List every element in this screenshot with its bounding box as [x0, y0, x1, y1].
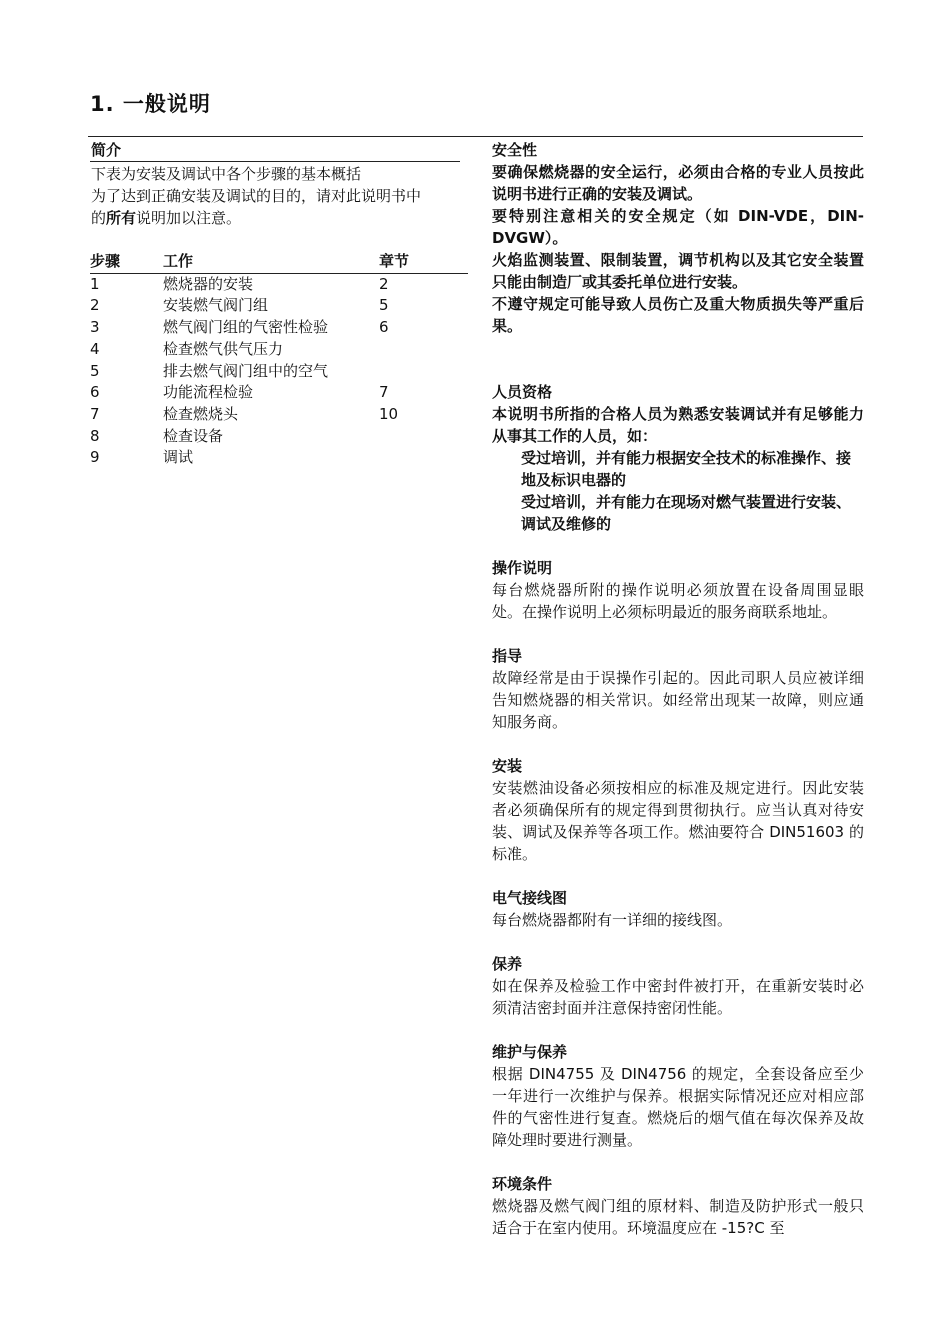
section-divider — [88, 136, 863, 137]
safety-paragraph-3: 火焰监测装置、限制装置，调节机构以及其它安全装置只能由制造厂或其委托单位进行安装。 — [492, 251, 864, 291]
wiring-paragraph: 每台燃烧器都附有一详细的接线图。 — [492, 911, 733, 929]
personnel-heading: 人员资格 — [492, 383, 553, 401]
step-number: 3 — [90, 318, 100, 337]
operating-paragraph: 每台燃烧器所附的操作说明必须放置在设备周围显眼处。在操作说明上必须标明最近的服务商联系地址。 — [492, 581, 864, 621]
safety-paragraph-4: 不遵守规定可能导致人员伤亡及重大物质损失等严重后果。 — [492, 295, 864, 335]
step-number: 8 — [90, 426, 100, 445]
personnel-item-2: 受过培训，并有能力在现场对燃气装置进行安装、调试及维修的 — [521, 493, 852, 533]
intro-line-3-bold: 所有 — [106, 209, 137, 227]
intro-line-3-pre: 的 — [91, 209, 107, 227]
intro-heading: 简介 — [91, 141, 122, 159]
environment-heading: 环境条件 — [492, 1175, 553, 1193]
step-chapter — [379, 361, 468, 383]
step-chapter: 10 — [379, 404, 399, 423]
table-row — [90, 317, 468, 339]
maintenance-paragraph: 根据 DIN4755 及 DIN4756 的规定，全套设备应至少一年进行一次维护与保养。根据实际情况还应对相应部件的气密性进行复查。燃烧后的烟气值在每次保养及故障处理时要进行测量。 — [492, 1065, 864, 1149]
intro-line-1: 下表为安装及调试中各个步骤的基本概括 — [91, 165, 362, 183]
table-row — [90, 426, 468, 448]
header-task: 工作 — [163, 252, 194, 270]
personnel-item-1: 受过培训，并有能力根据安全技术的标准操作、接地及标识电器的 — [521, 449, 852, 489]
step-number: 5 — [90, 361, 100, 380]
step-number: 4 — [90, 339, 100, 358]
safety-paragraph-1: 要确保燃烧器的安全运行，必须由合格的专业人员按此说明书进行正确的安装及调试。 — [492, 163, 864, 203]
step-chapter: 7 — [379, 383, 389, 402]
safety-paragraph-2: 要特别注意相关的安全规定（如 DIN-VDE，DIN-DVGW）。 — [492, 207, 864, 247]
step-number: 9 — [90, 448, 100, 467]
table-row — [90, 382, 468, 404]
page-title: 1. 一般说明 — [90, 92, 211, 116]
step-number: 7 — [90, 404, 100, 423]
right-column — [492, 139, 864, 1239]
step-chapter: 2 — [379, 274, 389, 293]
operating-heading: 操作说明 — [492, 559, 553, 577]
table-row — [90, 295, 468, 317]
step-chapter — [379, 447, 468, 469]
guidance-paragraph: 故障经常是由于误操作引起的。因此司职人员应被详细告知燃烧器的相关常识。如经常出现某一故障，则应通知服务商。 — [492, 669, 864, 731]
step-task: 排去燃气阀门组中的空气 — [163, 361, 329, 380]
header-chapter: 章节 — [379, 252, 410, 270]
wiring-heading: 电气接线图 — [492, 889, 568, 907]
environment-paragraph: 燃烧器及燃气阀门组的原材料、制造及防护形式一般只适合于在室内使用。环境温度应在 -15?C 至 — [492, 1197, 864, 1237]
table-row — [90, 447, 468, 469]
upkeep-paragraph: 如在保养及检验工作中密封件被打开，在重新安装时必须清洁密封面并注意保持密闭性能。 — [492, 977, 864, 1017]
steps-table — [90, 251, 468, 469]
step-task: 燃烧器的安装 — [163, 274, 254, 293]
step-task: 检查设备 — [163, 426, 224, 445]
intro-line-3-post: 说明加以注意。 — [136, 209, 242, 227]
step-chapter: 5 — [379, 296, 389, 315]
maintenance-heading: 维护与保养 — [492, 1043, 568, 1061]
step-chapter — [379, 339, 468, 361]
intro-underline — [90, 161, 460, 162]
intro-line-2: 为了达到正确安装及调试的目的，请对此说明书中 — [91, 187, 422, 205]
table-row — [90, 361, 468, 383]
installation-heading: 安装 — [492, 757, 523, 775]
step-task: 检查燃气供气压力 — [163, 339, 284, 358]
table-row — [90, 339, 468, 361]
safety-heading: 安全性 — [492, 141, 538, 159]
upkeep-heading: 保养 — [492, 955, 523, 973]
step-number: 6 — [90, 383, 100, 402]
header-step: 步骤 — [90, 252, 121, 270]
table-row — [90, 404, 468, 426]
step-task: 调试 — [163, 448, 194, 467]
step-number: 2 — [90, 296, 100, 315]
installation-paragraph: 安装燃油设备必须按相应的标准及规定进行。因此安装者必须确保所有的规定得到贯彻执行。应当认真对待安装、调试及保养等各项工作。燃油要符合 DIN51603 的标准。 — [492, 779, 864, 863]
step-chapter — [379, 426, 468, 448]
step-task: 检查燃烧头 — [163, 404, 239, 423]
step-task: 功能流程检验 — [163, 383, 254, 402]
intro-line-3 — [91, 207, 463, 229]
step-task: 燃气阀门组的气密性检验 — [163, 318, 329, 337]
guidance-heading: 指导 — [492, 647, 523, 665]
personnel-paragraph: 本说明书所指的合格人员为熟悉安装调试并有足够能力从事其工作的人员，如： — [492, 405, 864, 445]
table-row — [90, 274, 468, 296]
step-number: 1 — [90, 274, 100, 293]
left-column — [91, 139, 463, 469]
steps-table-header — [90, 251, 468, 274]
step-chapter: 6 — [379, 318, 389, 337]
step-task: 安装燃气阀门组 — [163, 296, 269, 315]
